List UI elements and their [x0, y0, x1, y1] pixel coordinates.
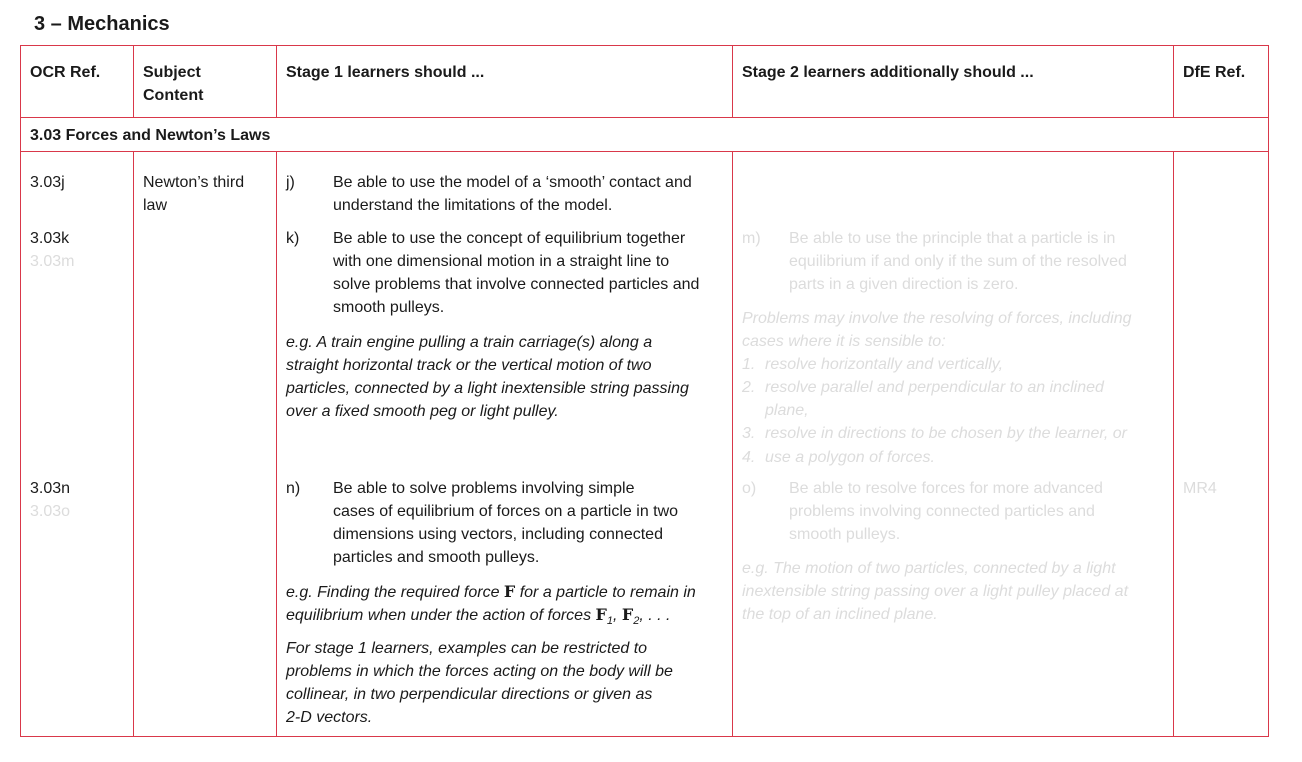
header-subject-content: Subject [143, 64, 201, 81]
stage1-text: dimensions using vectors, including connected [333, 526, 663, 543]
col-divider [1173, 151, 1174, 737]
header-divider [20, 117, 1269, 118]
list-number: 3. [742, 425, 756, 442]
col-divider [732, 45, 733, 117]
list-number: 1. [742, 356, 756, 373]
stage1-example: particles, connected by a light inextensible string passing [286, 380, 689, 397]
stage2-example: inextensible string passing over a light pulley placed at [742, 583, 1129, 600]
stage1-note: For stage 1 learners, examples can be restricted to [286, 640, 648, 657]
stage2-example: the top of an inclined plane. [742, 606, 938, 623]
list-item: resolve in directions to be chosen by the learner, or [765, 425, 1127, 442]
header-dfe-ref: DfE Ref. [1183, 64, 1246, 81]
stage1-example: straight horizontal track or the vertical motion of two [286, 357, 652, 374]
item-letter: m) [742, 230, 761, 247]
header-stage1: Stage 1 learners should ... [286, 64, 485, 81]
stage1-text: with one dimensional motion in a straight line to [333, 253, 670, 270]
col-divider [276, 151, 277, 737]
stage2-text: smooth pulleys. [789, 526, 901, 543]
list-item: use a polygon of forces. [765, 449, 935, 466]
stage1-text: solve problems that involve connected particles and [333, 276, 700, 293]
stage2-text: Be able to use the principle that a particle is in [789, 230, 1116, 247]
subject-content: law [143, 197, 168, 214]
section-title: 3 – Mechanics [34, 13, 170, 35]
col-divider [133, 151, 134, 737]
subheading-divider [20, 151, 1269, 152]
stage1-example: e.g. A train engine pulling a train carriage(s) along a [286, 334, 653, 351]
stage1-example: equilibrium when under the action of forces $F_1$, $F_2$, . . . [286, 605, 671, 628]
ocr-ref: 3.03n [30, 480, 71, 497]
col-divider [1173, 45, 1174, 117]
ocr-ref: 3.03k [30, 230, 70, 247]
stage2-example: e.g. The motion of two particles, connected by a light [742, 560, 1116, 577]
subject-content: Newton’s third [143, 174, 245, 191]
item-letter: n) [286, 480, 301, 497]
list-item: plane, [765, 402, 809, 419]
item-letter: k) [286, 230, 300, 247]
col-divider [133, 45, 134, 117]
stage1-text: Be able to solve problems involving simple [333, 480, 635, 497]
stage2-note: Problems may involve the resolving of forces, including [742, 310, 1132, 327]
stage1-note: problems in which the forces acting on the body will be [286, 663, 673, 680]
stage1-text: understand the limitations of the model. [333, 197, 613, 214]
list-number: 2. [742, 379, 756, 396]
stage1-note: collinear, in two perpendicular directions or given as [286, 686, 653, 703]
stage1-example: over a fixed smooth peg or light pulley. [286, 403, 559, 420]
list-number: 4. [742, 449, 756, 466]
stage2-text: equilibrium if and only if the sum of the resolved [789, 253, 1127, 270]
item-letter: o) [742, 480, 757, 497]
stage1-text: Be able to use the model of a ‘smooth’ contact and [333, 174, 692, 191]
stage2-text: problems involving connected particles and [789, 503, 1095, 520]
col-divider [276, 45, 277, 117]
subheading: 3.03 Forces and Newton’s Laws [30, 127, 271, 144]
stage2-text: Be able to resolve forces for more advanced [789, 480, 1103, 497]
stage1-note: 2-D vectors. [286, 709, 373, 726]
ocr-ref: 3.03m [30, 253, 75, 270]
stage1-text: particles and smooth pulleys. [333, 549, 540, 566]
ocr-ref: 3.03o [30, 503, 71, 520]
item-letter: j) [286, 174, 295, 191]
dfe-ref: MR4 [1183, 480, 1217, 497]
header-stage2: Stage 2 learners additionally should ... [742, 64, 1034, 81]
list-item: resolve horizontally and vertically, [765, 356, 1004, 373]
header-ocr-ref: OCR Ref. [30, 64, 101, 81]
ocr-ref: 3.03j [30, 174, 65, 191]
stage1-text: smooth pulleys. [333, 299, 445, 316]
stage1-text: cases of equilibrium of forces on a particle in two [333, 503, 679, 520]
stage1-example: e.g. Finding the required force F for a particle to remain in [286, 582, 696, 601]
col-divider [732, 151, 733, 737]
list-item: resolve parallel and perpendicular to an inclined [765, 379, 1104, 396]
stage2-note: cases where it is sensible to: [742, 333, 946, 350]
stage1-text: Be able to use the concept of equilibrium together [333, 230, 686, 247]
header-subject-content: Content [143, 87, 204, 104]
stage2-text: parts in a given direction is zero. [789, 276, 1019, 293]
